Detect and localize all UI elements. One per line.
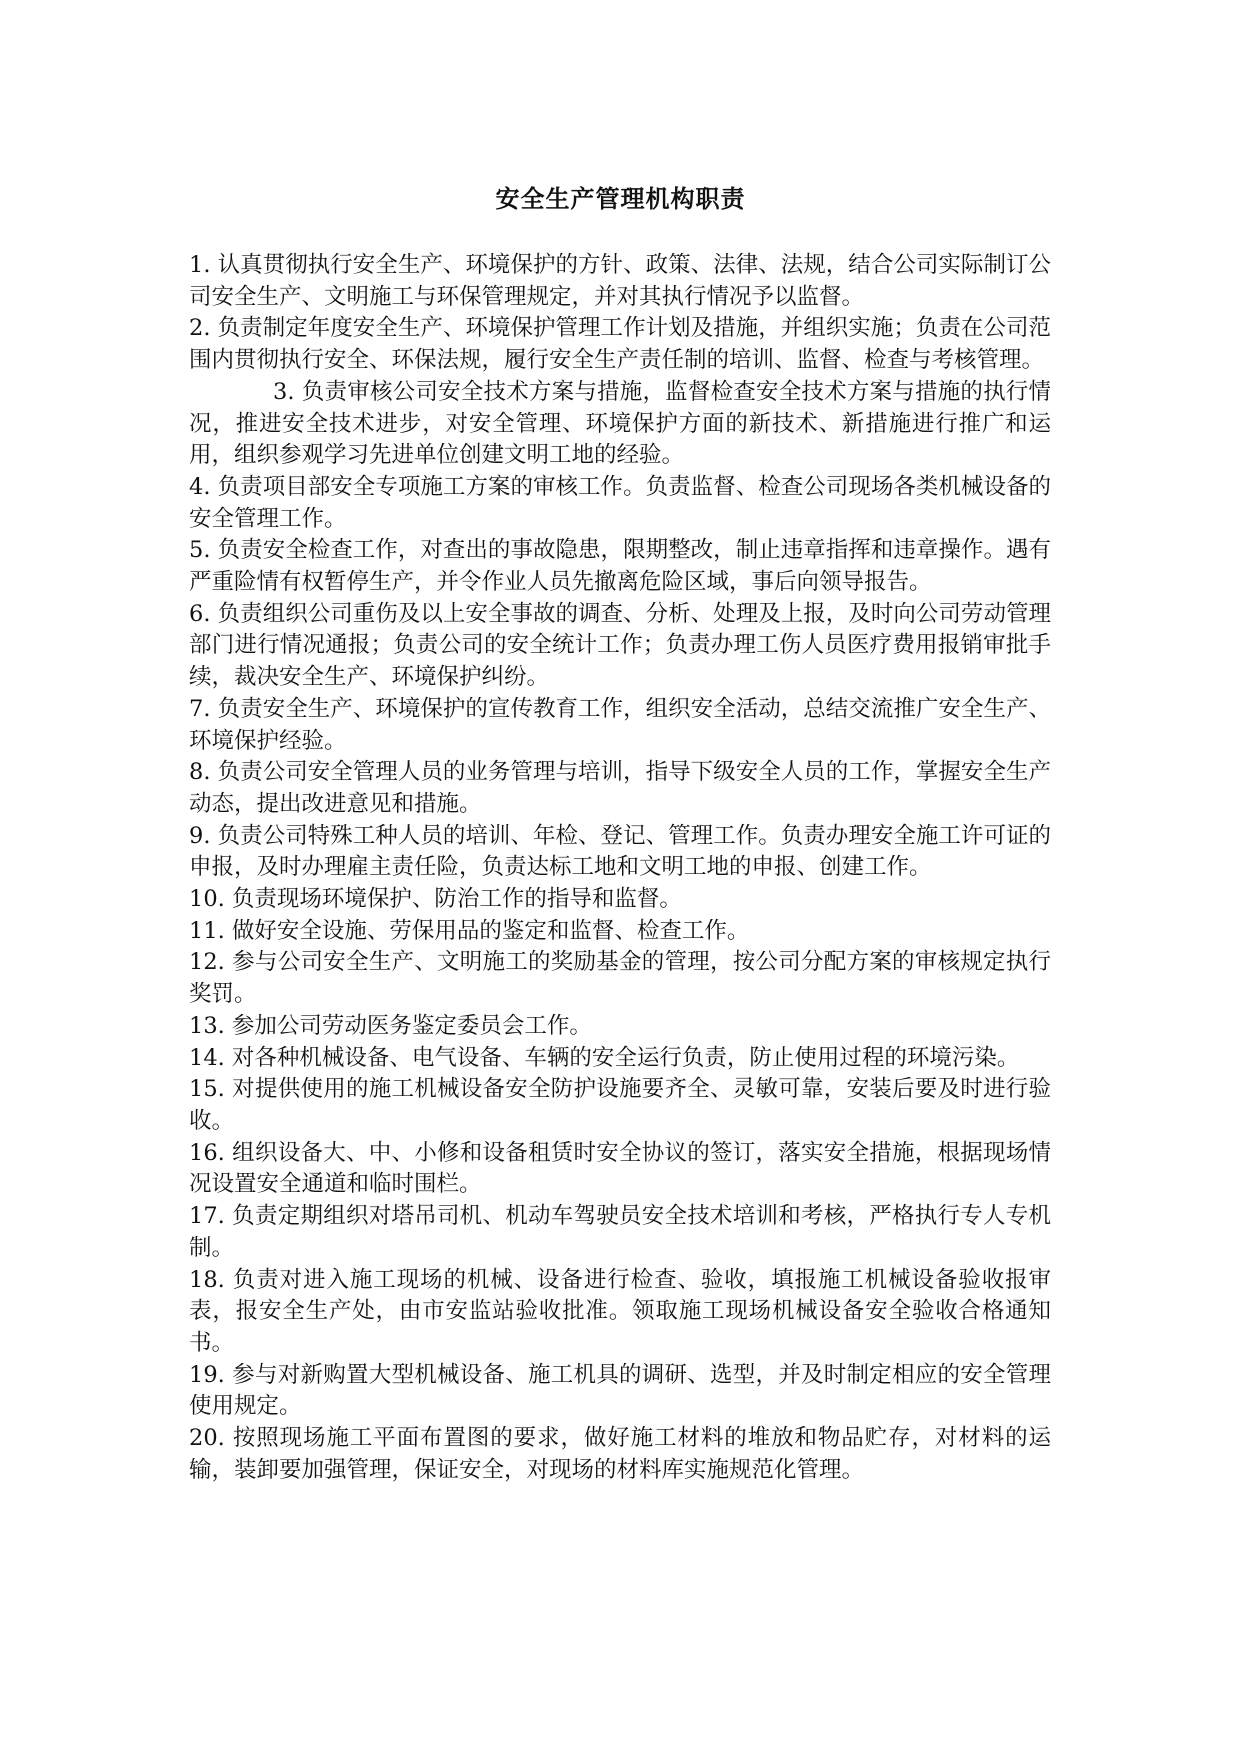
paragraph-9: 9. 负责公司特殊工种人员的培训、年检、登记、管理工作。负责办理安全施工许可证的申报，及时办理雇主责任险，负责达标工地和文明工地的申报、创建工作。 [189, 822, 1051, 881]
paragraph-16: 16. 组织设备大、中、小修和设备租赁时安全协议的签订，落实安全措施，根据现场情况设置安全通道和临时围栏。 [189, 1139, 1051, 1198]
paragraph-15: 15. 对提供使用的施工机械设备安全防护设施要齐全、灵敏可靠，安装后要及时进行验收。 [189, 1076, 1051, 1134]
paragraph-8: 8. 负责公司安全管理人员的业务管理与培训，指导下级安全人员的工作，掌握安全生产动态，提出改进意见和措施。 [189, 759, 1051, 817]
paragraph-19: 19. 参与对新购置大型机械设备、施工机具的调研、选型，并及时制定相应的安全管理使用规定。 [189, 1361, 1051, 1420]
paragraph-13: 13. 参加公司劳动医务鉴定委员会工作。 [189, 1012, 592, 1039]
paragraph-17: 17. 负责定期组织对塔吊司机、机动车驾驶员安全技术培训和考核，严格执行专人专机制。 [189, 1203, 1051, 1261]
document-body [189, 250, 1051, 1486]
document-title: 安全生产管理机构职责 [495, 184, 746, 213]
paragraph-11: 11. 做好安全设施、劳保用品的鉴定和监督、检查工作。 [189, 917, 750, 944]
paragraph-2: 2. 负责制定年度安全生产、环境保护管理工作计划及措施，并组织实施；负责在公司范围内贯彻执行安全、环保法规，履行安全生产责任制的培训、监督、检查与考核管理。 [189, 315, 1051, 374]
paragraph-5: 5. 负责安全检查工作，对查出的事故隐患，限期整改，制止违章指挥和违章操作。遇有严重险情有权暂停生产，并令作业人员先撤离危险区域，事后向领导报告。 [189, 537, 1051, 596]
paragraph-18: 18. 负责对进入施工现场的机械、设备进行检查、验收，填报施工机械设备验收报审表，报安全生产处，由市安监站验收批准。领取施工现场机械设备安全验收合格通知书。 [189, 1266, 1051, 1356]
paragraph-1: 1. 认真贯彻执行安全生产、环境保护的方针、政策、法律、法规，结合公司实际制订公司安全生产、文明施工与环保管理规定，并对其执行情况予以监督。 [189, 252, 1051, 310]
paragraph-4: 4. 负责项目部安全专项施工方案的审核工作。负责监督、检查公司现场各类机械设备的安全管理工作。 [189, 473, 1051, 532]
paragraph-10: 10. 负责现场环境保护、防治工作的指导和监督。 [189, 886, 682, 913]
paragraph-7: 7. 负责安全生产、环境保护的宣传教育工作，组织安全活动，总结交流推广安全生产、环境保护经验。 [189, 695, 1051, 754]
paragraph-12: 12. 参与公司安全生产、文明施工的奖励基金的管理，按公司分配方案的审核规定执行奖罚。 [189, 949, 1051, 1008]
paragraph-6: 6. 负责组织公司重伤及以上安全事故的调查、分析、处理及上报，及时向公司劳动管理部门进行情况通报；负责公司的安全统计工作；负责办理工伤人员医疗费用报销审批手续，裁决安全生产、环境保护纠纷。 [189, 600, 1051, 691]
paragraph-20: 20. 按照现场施工平面布置图的要求，做好施工材料的堆放和物品贮存，对材料的运输，装卸要加强管理，保证安全，对现场的材料库实施规范化管理。 [189, 1425, 1051, 1483]
paragraph-3: 3. 负责审核公司安全技术方案与措施，监督检查安全技术方案与措施的执行情况，推进安全技术进步，对安全管理、环境保护方面的新技术、新措施进行推广和运用，组织参观学习先进单位创建文明工地的经验。 [189, 378, 1051, 469]
paragraph-14: 14. 对各种机械设备、电气设备、车辆的安全运行负责，防止使用过程的环境污染。 [189, 1044, 1020, 1071]
